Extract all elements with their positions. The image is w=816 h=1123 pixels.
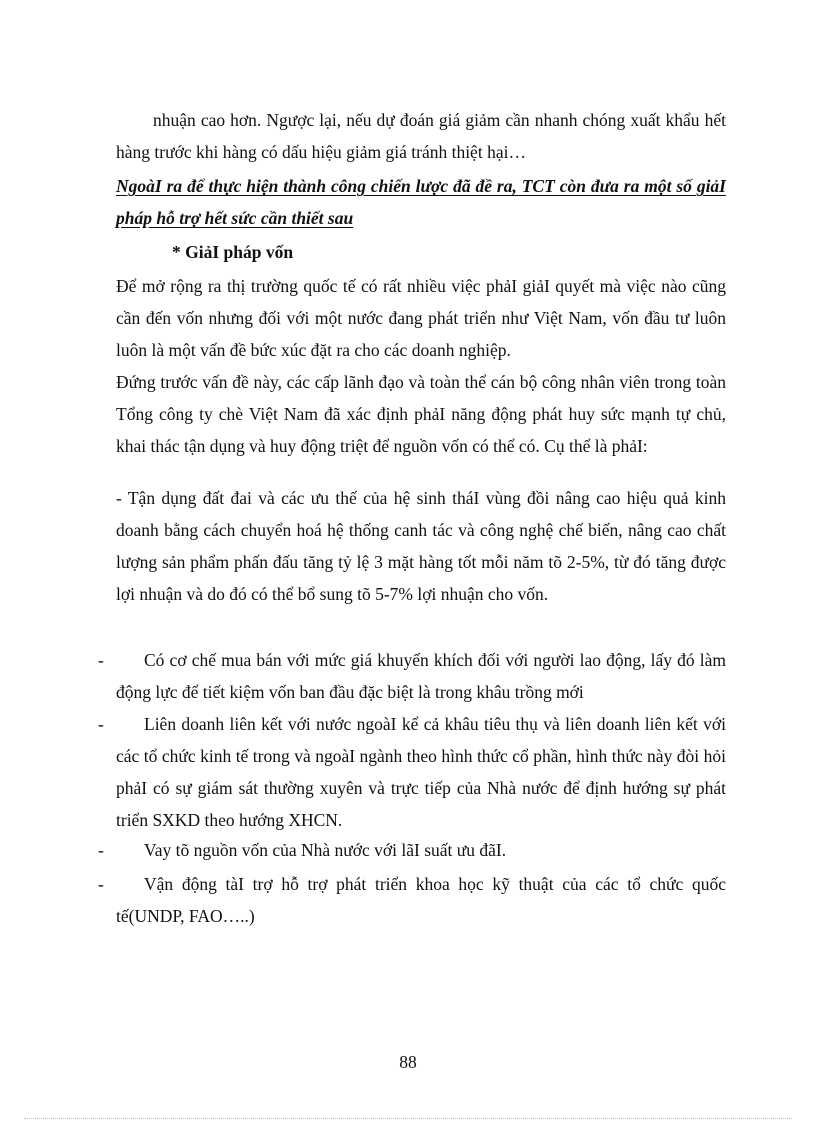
emphasis-text: NgoàI ra để thực hiện thành công chiến lược đã đề ra, TCT còn đưa ra một số giảI pháp hỗ trợ hết sức cần thiết sau xyxy=(116,176,726,228)
continuation-paragraph: nhuận cao hơn. Ngược lại, nếu dự đoán giá giảm cần nhanh chóng xuất khẩu hết hàng trước khi hàng có dấu hiệu giảm giá tránh thiệt hại… xyxy=(116,110,726,162)
paragraph-1: Để mở rộng ra thị trường quốc tế có rất nhiều việc phảI giảI quyết mà việc nào cũng cần đến vốn nhưng đối với một nước đang phát triển như Việt Nam, vốn đầu tư luôn luôn là một vấn đề bức xúc đặt ra cho các doanh nghiệp. xyxy=(116,276,726,360)
paragraph-2: Đứng trước vấn đề này, các cấp lãnh đạo và toàn thể cán bộ công nhân viên trong toàn Tổng công ty chè Việt Nam đã xác định phảI năng động phát huy sức mạnh tự chủ, khai thác tận dụng và huy động triệt để nguồn vốn có thể có. Cụ thể là phảI: xyxy=(116,372,726,456)
page-bottom-divider xyxy=(24,1118,792,1119)
bullet-dash: - xyxy=(98,714,104,734)
bullet-text: Có cơ chế mua bán với mức giá khuyến khích đối với người lao động, lấy đó làm động lực để tiết kiệm vốn ban đầu đặc biệt là trong khâu trồng mới xyxy=(116,650,726,702)
bullet-dash: - xyxy=(98,650,104,670)
emphasis-paragraph xyxy=(116,170,726,234)
paragraph-3: - Tận dụng đất đai và các ưu thế của hệ sinh tháI vùng đồi nâng cao hiệu quả kinh doanh bằng cách chuyển hoá hệ thống canh tác và công nghệ chế biến, nâng cao chất lượng sản phẩm phấn đấu tăng tỷ lệ 3 mặt hàng tốt mỗi năm tõ 2-5%, từ đó tăng được lợi nhuận và do đó có thể bổ sung tõ 5-7% lợi nhuận cho vốn. xyxy=(116,488,726,604)
bullet-text: Liên doanh liên kết với nước ngoàI kể cả khâu tiêu thụ và liên doanh liên kết với các tổ chức kinh tế trong và ngoàI ngành theo hình thức cổ phần, hình thức này đòi hỏi phảI có sự giám sát thường xuyên và trực tiếp của Nhà nước để định hướng sự phát triển SXKD theo hướng XHCN. xyxy=(116,714,726,830)
bullet-dash: - xyxy=(98,874,104,894)
section-heading: * GiảI pháp vốn xyxy=(172,242,294,262)
bullet-text: Vận động tàI trợ hỗ trợ phát triển khoa học kỹ thuật của các tổ chức quốc tế(UNDP, FAO…..) xyxy=(116,874,726,926)
page-number: 88 xyxy=(399,1052,417,1072)
bullet-text: Vay tõ nguồn vốn của Nhà nước với lãI suất ưu đãI. xyxy=(144,840,507,860)
bullet-dash: - xyxy=(98,840,104,860)
